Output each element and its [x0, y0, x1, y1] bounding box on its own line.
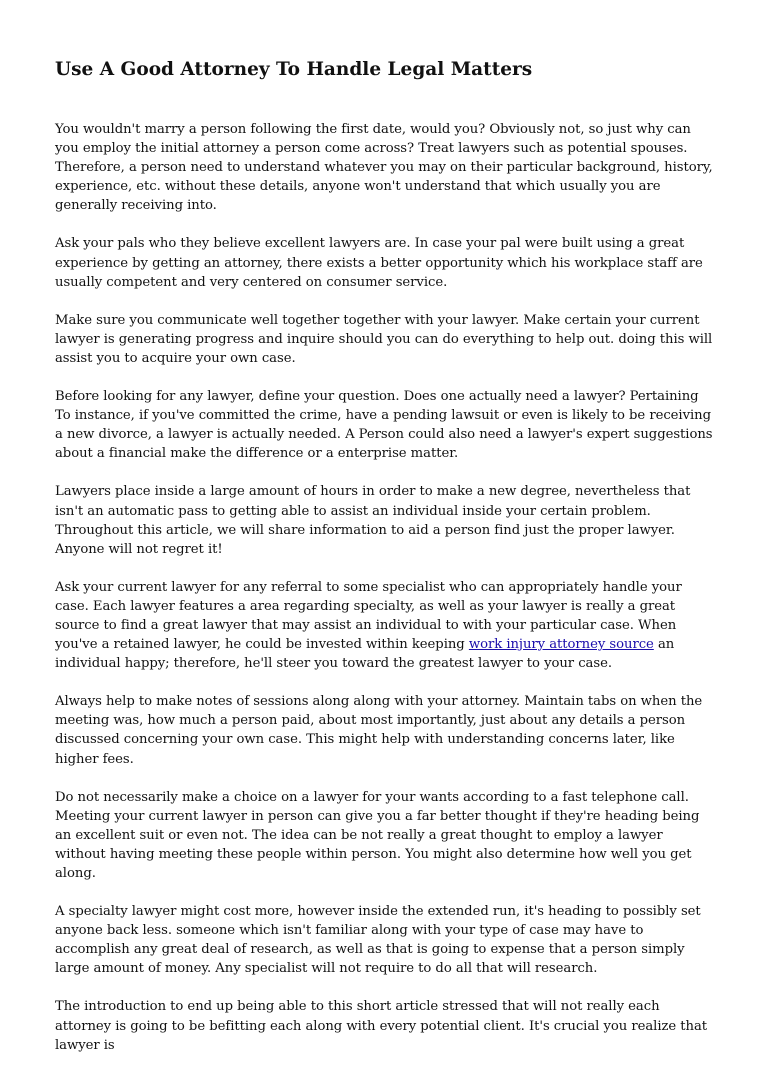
- work-injury-attorney-link[interactable]: work injury attorney source: [468, 637, 654, 653]
- paragraph-1: You wouldn't marry a person following the first date, would you? Obviously not, so just why can you employ the initial attorney a person come across? Treat lawyers such as potential spouses. Therefore, a person need to understand whatever you may on their particular background, history, experience, etc. without these details, anyone won't understand that which usually you are generally receiving into.: [55, 122, 713, 214]
- referral-text-after: an individual happy; therefore, he'll steer you toward the greatest lawyer to your case.: [55, 637, 675, 672]
- paragraph-10: The introduction to end up being able to this short article stressed that will not really each attorney is going to be befitting each along with every potential client. It's crucial you realize that lawyer is: [55, 999, 708, 1053]
- paragraph-7: Always help to make notes of sessions along along with your attorney. Maintain tabs on when the meeting was, how much a person paid, about most importantly, just about any details a person discussed concerning your own case. This might help with understanding concerns later, like higher fees.: [55, 694, 703, 767]
- paragraph-8: Do not necessarily make a choice on a lawyer for your wants according to a fast telephone call. Meeting your current lawyer in person can give you a far better thought if they're heading being an excellent suit or even not. The idea can be not really a great thought to employ a lawyer without having meeting these people within person. You might also determine how well you get along.: [55, 789, 700, 881]
- paragraph-9: A specialty lawyer might cost more, however inside the extended run, it's heading to possibly set anyone back less. someone which isn't familiar along with your type of case may have to accomplish any great deal of research, as well as that is going to expense that a person simply large amount of money. Any specialist will not require to do all that will research.: [55, 904, 701, 977]
- paragraph-2: Ask your pals who they believe excellent lawyers are. In case your pal were built using a great experience by getting an attorney, there exists a better opportunity which his workplace staff are usually competent and very centered on consumer service.: [55, 236, 703, 290]
- paragraph-3: Make sure you communicate well together together with your lawyer. Make certain your current lawyer is generating progress and inquire should you can do everything to help out. doing this will assist you to acquire your own case.: [55, 312, 713, 366]
- referral-text-before: Ask your current lawyer for any referral to some specialist who can appropriately handle your case. Each lawyer features a area regarding specialty, as well as your lawyer is really a great source to find a great lawyer that may assist an individual to with your particular case. When you've a retained lawyer, he could be invested within keeping: [55, 579, 682, 653]
- paragraph-4: Before looking for any lawyer, define your question. Does one actually need a lawyer? Pertaining To instance, if you've committed the crime, have a pending lawsuit or even is likely to be receiving a new divorce, a lawyer is actually needed. A Person could also need a lawyer's expert suggestions about a financial make the difference or a enterprise matter.: [55, 389, 713, 462]
- document-page: [55, 58, 715, 1074]
- paragraph-6-referral: [55, 578, 715, 673]
- paragraph-5: Lawyers place inside a large amount of hours in order to make a new degree, nevertheless that isn't an automatic pass to getting able to assist an individual inside your certain problem. Throughout this article, we will share information to aid a person find just the proper lawyer. Anyone will not regret it!: [55, 484, 691, 557]
- document-title: Use A Good Attorney To Handle Legal Matters: [55, 59, 533, 80]
